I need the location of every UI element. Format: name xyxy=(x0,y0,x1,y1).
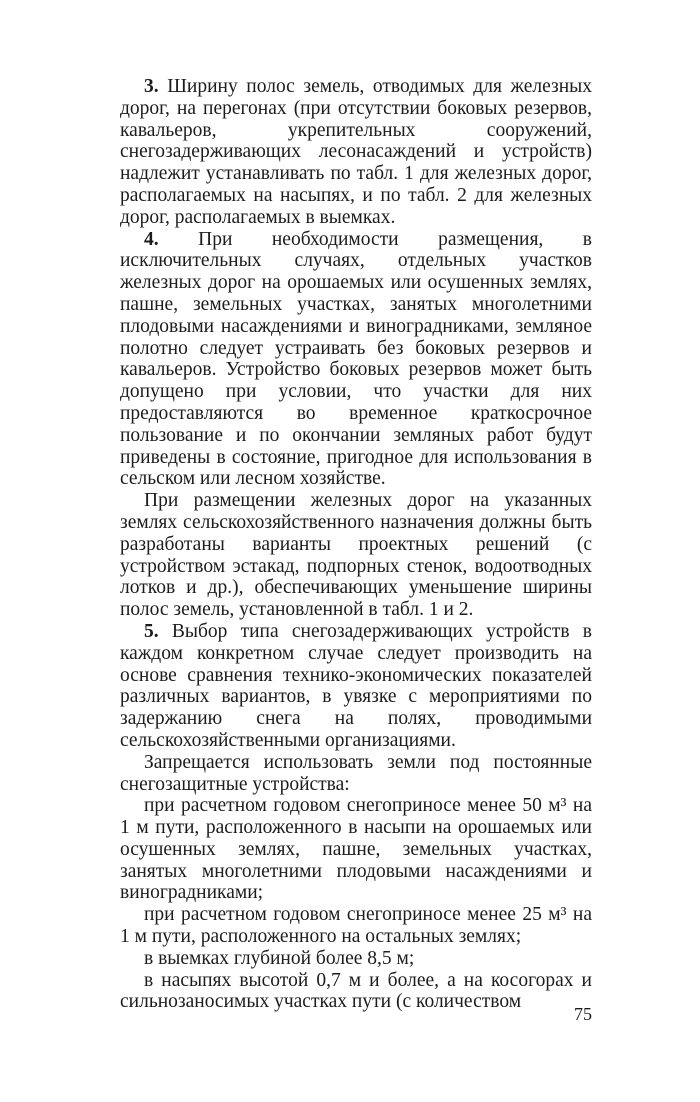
paragraph-5 xyxy=(120,621,592,752)
paragraph-text: Ширину полос земель, отводимых для железных дорог, на перегонах (при отсутствии боковых резервов, кавальеров, укрепительных сооружений, снегозадерживающих лесонасаждений и устройств) надлежит устанавливать по табл. 1 для железных дорог, располагаемых на насыпях, и по табл. 2 для железных дорог, располагаемых в выемках. xyxy=(120,76,592,228)
paragraph-number: 5. xyxy=(144,620,159,642)
paragraph-4 xyxy=(120,229,592,491)
list-item-cuttings xyxy=(120,948,592,970)
paragraph-text: При размещении железных дорог на указанных землях сельскохозяйственного назначения должны быть разработаны варианты проектных решений (с устройством эстакад, подпорных стенок, водоотводных лотков и др.), обеспечивающих уменьшение ширины полос земель, установленной в табл. 1 и 2. xyxy=(120,490,592,621)
page-number: 75 xyxy=(574,1004,592,1024)
paragraph-3 xyxy=(120,76,592,229)
paragraph-text: Выбор типа снегозадерживающих устройств в каждом конкретном случае следует производить на основе сравнения технико-экономических показателей различных вариантов, в увязке с мероприятиями по задержанию снега на полях, проводимыми сельскохозяйственными организациями. xyxy=(120,620,592,751)
paragraph-text: в насыпях высотой 0,7 м и более, а на косогорах и сильнозаносимых участках пути (с количеством xyxy=(120,969,592,1013)
paragraph-text: при расчетном годовом снегоприносе менее 25 м³ на 1 м пути, расположенного на остальных землях; xyxy=(120,904,592,948)
paragraph-text: Запрещается использовать земли под постоянные снегозащитные устройства: xyxy=(120,751,592,795)
paragraph-prohibition xyxy=(120,752,592,796)
paragraph-text: при расчетном годовом снегоприносе менее 50 м³ на 1 м пути, расположенного в насыпи на орошаемых или осушенных землях, пашне, земельных участках, занятых многолетними плодовыми насаждениями и виноградниками; xyxy=(120,795,592,904)
list-item-embankments xyxy=(120,970,592,1014)
document-page xyxy=(120,76,592,1013)
paragraph-text: в выемках глубиной более 8,5 м; xyxy=(144,947,415,969)
paragraph-number: 3. xyxy=(144,76,159,97)
list-item-snow-50 xyxy=(120,795,592,904)
paragraph-text: При необходимости размещения, в исключительных случаях, отдельных участков железных дорог на орошаемых или осушенных землях, пашне, земельных участках, занятых многолетними плодовыми насаждениями и виноградниками, земляное полотно следует устраивать без боковых резервов и кавальеров. Устройство боковых резервов может быть допущено при условии, что участки для них предоставляются во временное краткосрочное пользование и по окончании земляных работ будут приведены в состояние, пригодное для использования в сельском или лесном хозяйстве. xyxy=(120,228,592,490)
paragraph-number: 4. xyxy=(144,228,159,250)
paragraph-4-continued xyxy=(120,490,592,621)
list-item-snow-25 xyxy=(120,904,592,948)
